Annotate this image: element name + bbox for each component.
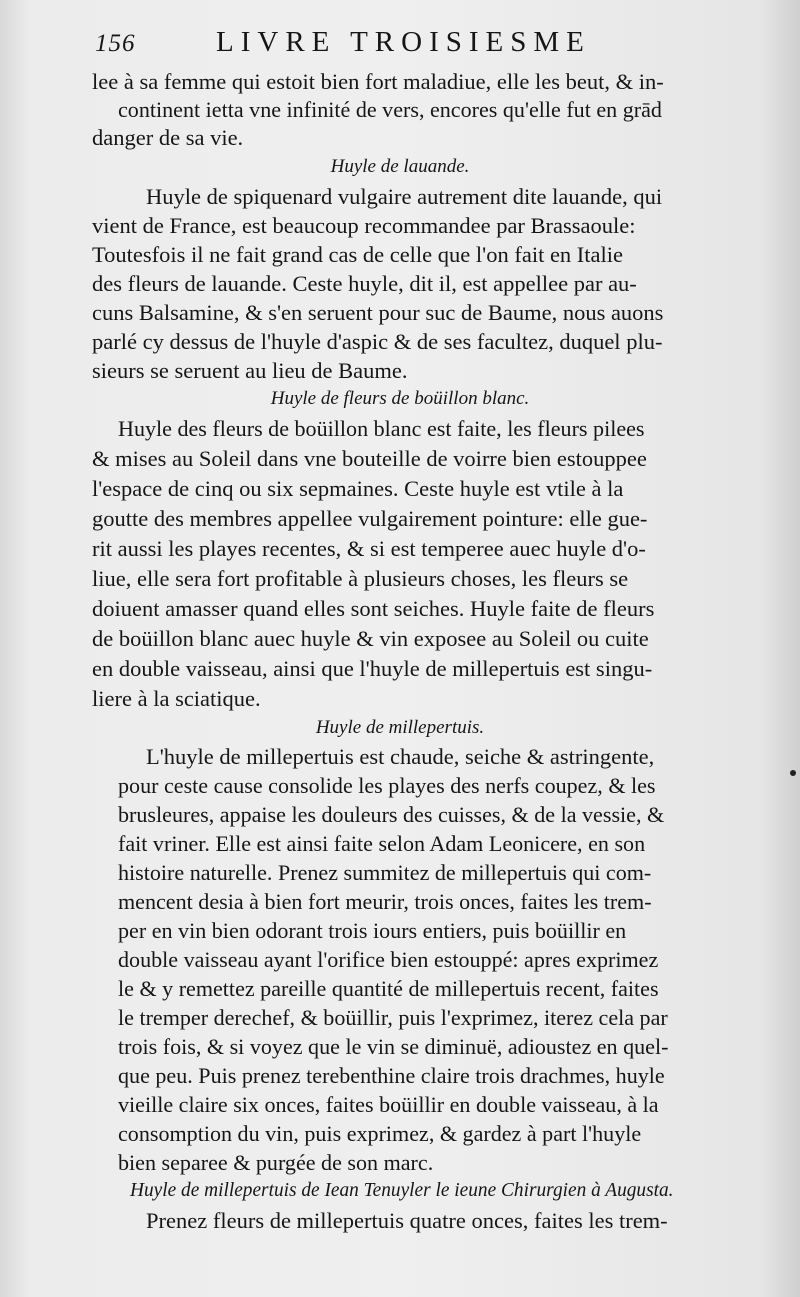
text-line: continent ietta vne infinité de vers, encores qu'elle fut en grād: [118, 97, 662, 122]
text-line: Huyle de spiquenard vulgaire autrement dite lauande, qui: [146, 184, 663, 209]
text-line: brusleures, appaise les douleurs des cuisses, & de la vessie, &: [118, 802, 665, 827]
text-line: lee à sa femme qui estoit bien fort maladiue, elle les beut, & in-: [92, 69, 664, 94]
text-line: double vaisseau ayant l'orifice bien estouppé: apres exprimez: [118, 947, 659, 972]
text-line: sieurs se seruent au lieu de Baume.: [92, 358, 408, 383]
running-title: LIVRE TROISIESME: [216, 26, 591, 58]
page-header: [0, 18, 800, 62]
text-line: goutte des membres appellee vulgairement pointure: elle gue-: [92, 506, 648, 531]
text-line: que peu. Puis prenez terebenthine claire trois drachmes, huyle: [118, 1063, 665, 1088]
section-heading-lauande: Huyle de lauande.: [330, 156, 470, 177]
section-heading-bouillon-blanc: Huyle de fleurs de boüillon blanc.: [270, 388, 530, 409]
text-line: de boüillon blanc auec huyle & vin exposee au Soleil ou cuite: [92, 626, 649, 651]
text-line: trois fois, & si voyez que le vin se diminuë, adioustez en quel-: [118, 1034, 669, 1059]
text-line: liere à la sciatique.: [92, 686, 261, 711]
text-line: fait vriner. Elle est ainsi faite selon Adam Leonicere, en son: [118, 831, 646, 856]
text-line: le tremper derechef, & boüillir, puis l'exprimez, iterez cela par: [118, 1005, 668, 1030]
text-line: pour ceste cause consolide les playes des nerfs coupez, & les: [118, 773, 656, 798]
text-line: le & y remettez pareille quantité de millepertuis recent, faites: [118, 976, 659, 1001]
section-heading-millepertuis: Huyle de millepertuis.: [315, 717, 485, 738]
text-line: vieille claire six onces, faites boüillir en double vaisseau, à la: [118, 1092, 659, 1117]
text-line: consomption du vin, puis exprimez, & gardez à part l'huyle: [118, 1121, 642, 1146]
text-line: Huyle des fleurs de boüillon blanc est faite, les fleurs pilees: [118, 416, 645, 441]
text-line: parlé cy dessus de l'huyle d'aspic & de ses facultez, duquel plu-: [92, 329, 663, 354]
text-line: & mises au Soleil dans vne bouteille de voirre bien estouppee: [92, 446, 647, 471]
text-line: doiuent amasser quand elles sont seiches. Huyle faite de fleurs: [92, 596, 655, 621]
text-line: histoire naturelle. Prenez summitez de millepertuis qui com-: [118, 860, 652, 885]
text-line: danger de sa vie.: [92, 125, 244, 150]
text-line: en double vaisseau, ainsi que l'huyle de millepertuis est singu-: [92, 656, 653, 681]
text-line: des fleurs de lauande. Ceste huyle, dit il, est appellee par au-: [92, 271, 637, 296]
text-line: rit aussi les playes recentes, & si est temperee auec huyle d'o-: [92, 536, 646, 561]
text-line: liue, elle sera fort profitable à plusieurs choses, les fleurs se: [92, 566, 629, 591]
text-line: Prenez fleurs de millepertuis quatre onces, faites les trem-: [146, 1208, 668, 1233]
text-line: bien separee & purgée de son marc.: [118, 1150, 434, 1175]
text-line: l'espace de cinq ou six sepmaines. Ceste huyle est vtile à la: [92, 476, 624, 501]
text-line: L'huyle de millepertuis est chaude, seiche & astringente,: [146, 744, 655, 769]
text-line: vient de France, est beaucoup recommandee par Brassaoule:: [92, 213, 636, 238]
text-line: per en vin bien odorant trois iours entiers, puis boüillir en: [118, 918, 627, 943]
section-heading-tenuyler: Huyle de millepertuis de Iean Tenuyler le ieune Chirurgien à Augusta.: [130, 1180, 674, 1201]
text-line: mencent desia à bien fort meurir, trois onces, faites les trem-: [118, 889, 652, 914]
text-line: cuns Balsamine, & s'en seruent pour suc de Baume, nous auons: [92, 300, 664, 325]
page-number: 156: [95, 30, 136, 57]
text-line: Toutesfois il ne fait grand cas de celle que l'on fait en Italie: [92, 242, 624, 267]
margin-ink-dot: [790, 770, 796, 776]
